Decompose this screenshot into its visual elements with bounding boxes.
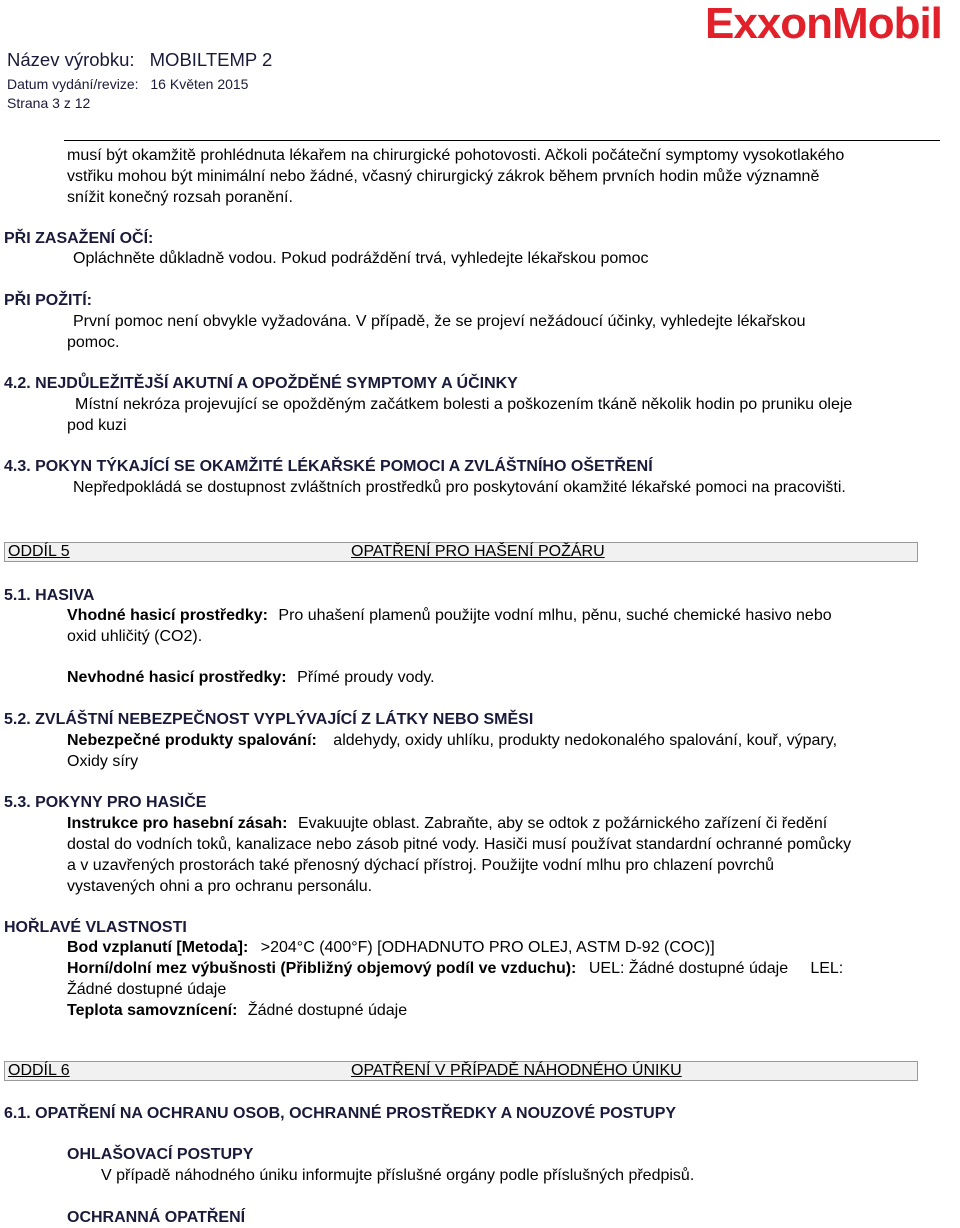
section-5-2-heading: 5.2. ZVLÁŠTNÍ NEBEZPEČNOST VYPLÝVAJÍCÍ Z LÁTKY NEBO SMĚSI [4,711,534,728]
explosion-limits-row [67,958,843,979]
section-4-2-line-1: Místní nekróza projevující se opožděným začátkem bolesti a poškozením tkáně několik hodin po pruniku oleje [75,396,853,413]
explosion-limits-value-2: Žádné dostupné údaje [67,981,227,998]
ingestion-line-2: pomoc. [67,334,120,351]
section-4-3-heading: 4.3. POKYN TÝKAJÍCÍ SE OKAMŽITÉ LÉKAŘSKÉ POMOCI A ZVLÁŠTNÍHO OŠETŘENÍ [4,458,653,475]
explosion-limits-label: Horní/dolní mez výbušnosti (Přibližný objemový podíl ve vzduchu): [67,960,577,977]
unsuitable-media-text: Přímé proudy vody. [297,669,435,686]
section-5-bar [4,542,918,562]
section-4-2-heading: 4.2. NEJDŮLEŽITĚJŠÍ AKUTNÍ A OPOŽDĚNÉ SYMPTOMY A ÚČINKY [4,375,518,392]
section-5-number: ODDÍL 5 [8,543,70,560]
page-number: Strana 3 z 12 [7,95,91,111]
intro-line-3: snížit konečný rozsah poranění. [67,189,293,206]
explosion-limits-value: UEL: Žádné dostupné údaje LEL: [588,960,844,977]
unsuitable-media-row [67,667,435,688]
suitable-media-text-2: oxid uhličitý (CO2). [67,628,203,645]
suitable-media-row [67,605,832,626]
flash-point-value: >204°C (400°F) [ODHADNUTO PRO OLEJ, ASTM D-92 (COC)] [260,939,715,956]
firefighting-label: Instrukce pro hasební zásah: [67,815,288,832]
section-6-bar [4,1061,918,1081]
suitable-media-text: Pro uhašení plamenů použijte vodní mlhu, pěnu, suché chemické hasivo nebo [278,607,832,624]
firefighting-text-3: a v uzavřených prostorách také přenosný dýchací přístroj. Použijte vodní mlhu pro chlazení povrchů [67,857,775,874]
protective-measures-heading: OCHRANNÁ OPATŘENÍ [67,1209,246,1226]
autoignition-label: Teplota samovznícení: [67,1002,238,1019]
combustion-products-label: Nebezpečné produkty spalování: [67,732,317,749]
intro-line-2: vstřiku mohou být minimální nebo žádné, včasný chirurgický zákrok během prvních hodin může významně [67,168,820,185]
intro-line-1: musí být okamžitě prohlédnuta lékařem na chirurgické pohotovosti. Ačkoli počáteční symptomy vysokotlakého [67,147,845,164]
logo-text: ExxonMobil [705,0,942,48]
eyes-text: Opláchněte důkladně vodou. Pokud podráždění trvá, vyhledejte lékařskou pomoc [73,250,649,267]
product-name-row [7,49,272,71]
autoignition-row [67,1000,407,1021]
product-name: MOBILTEMP 2 [149,49,273,70]
section-5-1-heading: 5.1. HASIVA [4,587,95,604]
unsuitable-media-label: Nevhodné hasicí prostředky: [67,669,287,686]
combustion-products-text-2: Oxidy síry [67,753,139,770]
flammable-heading: HOŘLAVÉ VLASTNOSTI [4,919,187,936]
notification-text: V případě náhodného úniku informujte příslušné orgány podle příslušných předpisů. [101,1167,695,1184]
ingestion-heading: PŘI POŽITÍ: [4,292,92,309]
exxonmobil-logo [703,0,960,52]
autoignition-value: Žádné dostupné údaje [247,1002,408,1019]
firefighting-text-4: vystavených ohni a pro ochranu personálu. [67,878,373,895]
date-value: 16 Květen 2015 [150,76,249,92]
revision-date-row [7,76,248,92]
firefighting-row [67,813,827,834]
flash-point-row [67,937,715,958]
date-label: Datum vydání/revize: [7,76,139,92]
notification-heading: OHLAŠOVACÍ POSTUPY [67,1146,254,1163]
combustion-products-text: aldehydy, oxidy uhlíku, produkty nedokonalého spalování, kouř, výpary, [333,732,838,749]
section-6-title: OPATŘENÍ V PŘÍPADĚ NÁHODNÉHO ÚNIKU [351,1062,682,1079]
section-4-3-text: Nepředpokládá se dostupnost zvláštních prostředků pro poskytování okamžité lékařské pomoci na pracovišti. [73,479,846,496]
ingestion-line-1: První pomoc není obvykle vyžadována. V případě, že se projeví nežádoucí účinky, vyhledejte lékařskou [73,313,806,330]
section-4-2-line-2: pod kuzi [67,417,127,434]
section-6-number: ODDÍL 6 [8,1062,70,1079]
section-5-title: OPATŘENÍ PRO HAŠENÍ POŽÁRU [351,543,605,560]
header-divider [64,140,940,141]
eyes-heading: PŘI ZASAŽENÍ OČÍ: [4,230,154,247]
firefighting-text-2: dostal do vodních toků, kanalizace nebo zásob pitné vody. Hasiči musí používat standardní ochranné pomůcky [67,836,852,853]
flash-point-label: Bod vzplanutí [Metoda]: [67,939,249,956]
product-label: Název výrobku: [7,49,135,70]
firefighting-text-1: Evakuujte oblast. Zabraňte, aby se odtok z požárnického zařízení či ředění [297,815,828,832]
suitable-media-label: Vhodné hasicí prostředky: [67,607,268,624]
combustion-products-row [67,730,837,751]
section-6-1-heading: 6.1. OPATŘENÍ NA OCHRANU OSOB, OCHRANNÉ PROSTŘEDKY A NOUZOVÉ POSTUPY [4,1105,677,1122]
section-5-3-heading: 5.3. POKYNY PRO HASIČE [4,794,207,811]
